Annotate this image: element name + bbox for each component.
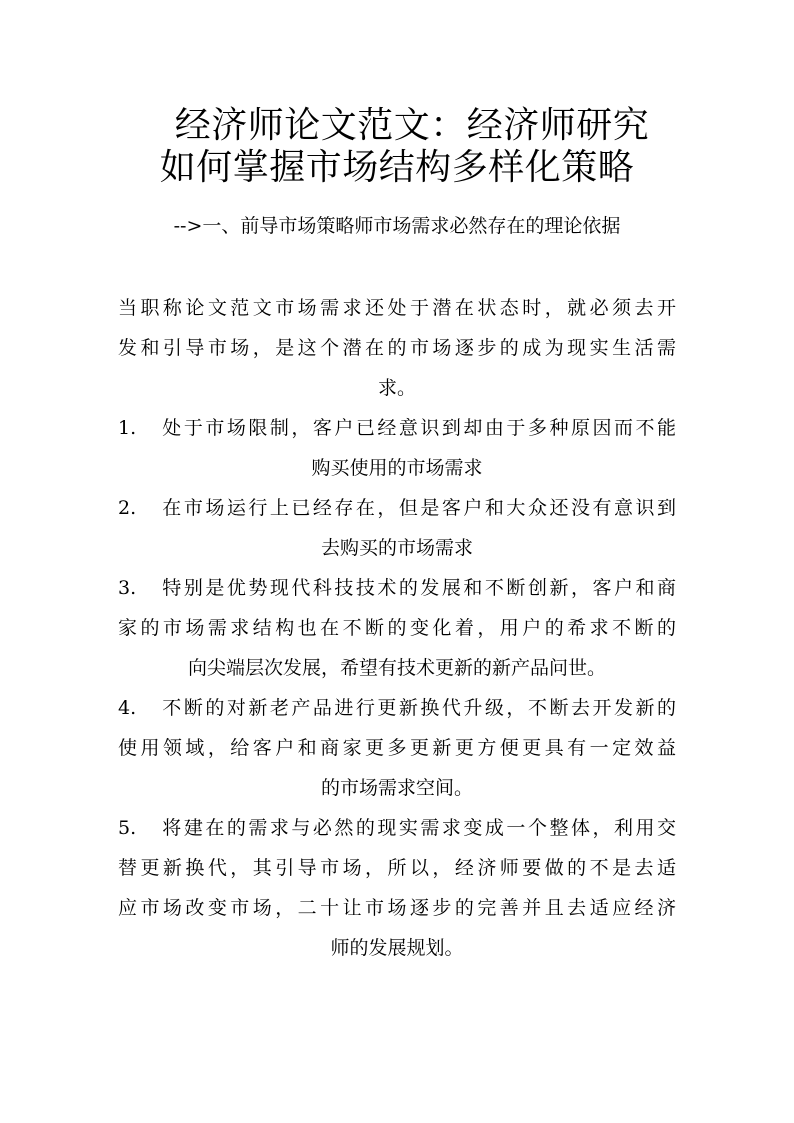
list-item-2 bbox=[118, 488, 676, 568]
list-item-3 bbox=[118, 568, 676, 688]
list-item-1 bbox=[118, 408, 676, 488]
list-item-line: 使用领域，给客户和商家更多更新更方便更具有一定效益 bbox=[118, 737, 676, 759]
list-item-line bbox=[118, 568, 676, 608]
list-item-line: 应市场改变市场，二十让市场逐步的完善并且去适应经济 bbox=[118, 897, 676, 919]
body-text bbox=[118, 288, 676, 968]
section-heading: -->一、前导市场策略师市场需求必然存在的理论依据 bbox=[173, 215, 621, 237]
list-item-number: 4. bbox=[118, 697, 137, 719]
title-line-1: 经济师论文范文：经济师研究 bbox=[174, 105, 650, 146]
list-item-number: 1. bbox=[118, 417, 137, 439]
list-item-line bbox=[118, 808, 676, 848]
list-item-line bbox=[118, 408, 676, 448]
list-item-line: 向尖端层次发展，希望有技术更新的新产品问世。 bbox=[187, 657, 606, 679]
list-item-line bbox=[118, 488, 676, 528]
list-item-text: 将建在的需求与必然的现实需求变成一个整体，利用交 bbox=[159, 817, 676, 839]
list-item-text: 处于市场限制，客户已经意识到却由于多种原因而不能 bbox=[159, 417, 676, 439]
list-item-line: 家的市场需求结构也在不断的变化着，用户的希求不断的 bbox=[118, 617, 676, 639]
list-item-number: 3. bbox=[118, 577, 137, 599]
list-item-text: 不断的对新老产品进行更新换代升级，不断去开发新的 bbox=[159, 697, 676, 719]
list-item-line bbox=[118, 688, 676, 728]
list-item-5 bbox=[118, 808, 676, 968]
intro-line: 当职称论文范文市场需求还处于潜在状态时，就必须去开 bbox=[118, 297, 676, 319]
title-line-2: 如何掌握市场结构多样化策略 bbox=[159, 147, 635, 188]
list-item-text: 特别是优势现代科技技术的发展和不断创新，客户和商 bbox=[159, 577, 676, 599]
list-item-4 bbox=[118, 688, 676, 808]
list-item-line: 去购买的市场需求 bbox=[320, 537, 473, 559]
list-item-line: 购买使用的市场需求 bbox=[311, 457, 483, 479]
list-item-line: 的市场需求空间。 bbox=[320, 777, 473, 799]
intro-line: 求。 bbox=[377, 377, 416, 399]
list-item-line: 师的发展规划。 bbox=[330, 937, 464, 959]
list-item-number: 5. bbox=[118, 817, 137, 839]
list-item-number: 2. bbox=[118, 497, 137, 519]
list-item-text: 在市场运行上已经存在，但是客户和大众还没有意识到 bbox=[159, 497, 676, 519]
list-item-line: 替更新换代，其引导市场，所以，经济师要做的不是去适 bbox=[118, 857, 676, 879]
intro-paragraph bbox=[118, 288, 676, 408]
intro-line: 发和引导市场，是这个潜在的市场逐步的成为现实生活需 bbox=[118, 337, 676, 359]
